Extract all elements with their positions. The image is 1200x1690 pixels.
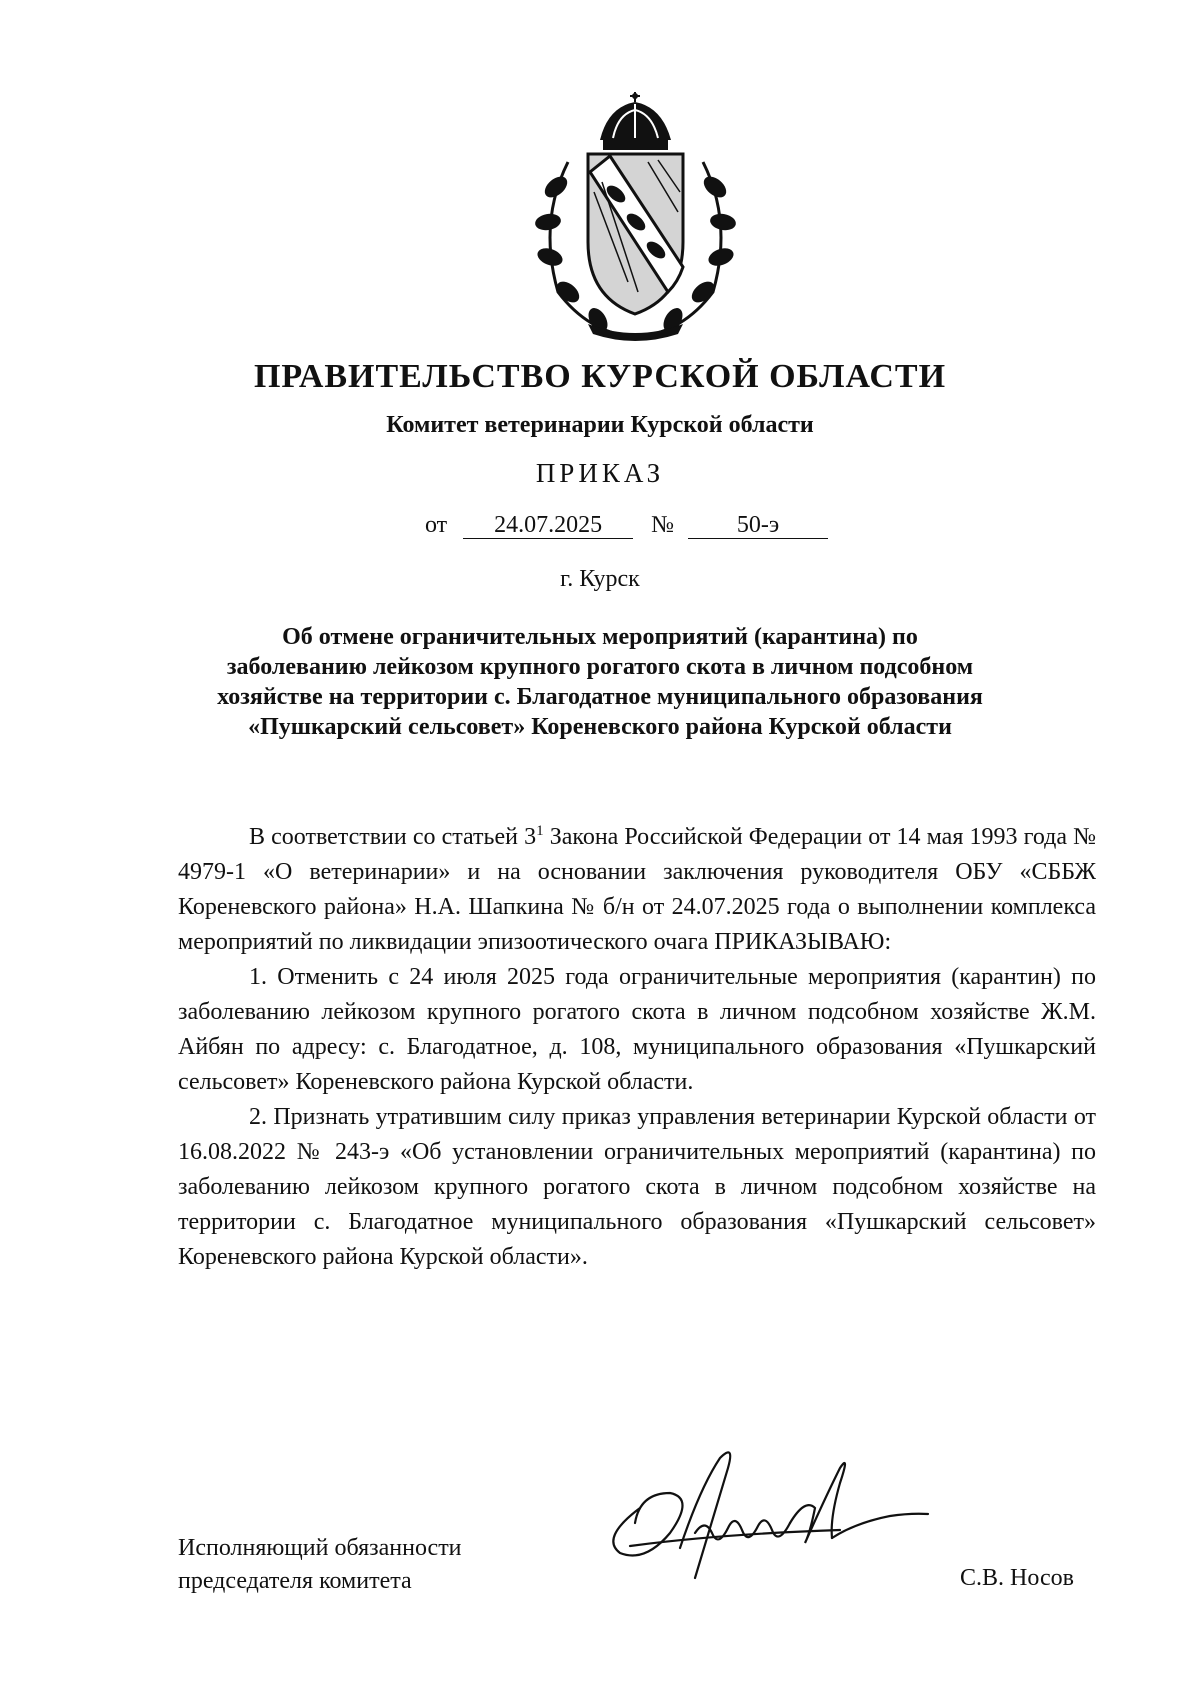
order-date: 24.07.2025 [463,512,633,539]
city: г. Курск [560,566,640,592]
signature-icon [600,1438,930,1588]
signer-position-line: председателя комитета [178,1568,412,1594]
signer-position-line: Исполняющий обязанности [178,1535,462,1561]
title-line: «Пушкарский сельсовет» Кореневского района Курской области [248,714,952,740]
document-type: ПРИКАЗ [535,458,665,488]
title-line: заболеванию лейкозом крупного рогатого скота в личном подсобном [226,654,974,680]
order-item-2: 2. Признать утратившим силу приказ управления ветеринарии Курской области от 16.08.2022 № 243-э «Об установлении ограничительных мероприятий (карантина) по заболеванию лейкозом крупного рогатого скота в личном подсобном хозяйстве на территории с. Благодатное муниципального образования «Пушкарский сельсовет» Кореневского района Курской области». [178,1104,1096,1270]
article-superscript: 1 [536,823,544,839]
signer-position [178,1532,462,1598]
committee-name: Комитет ветеринарии Курской области [386,412,814,438]
coat-of-arms-icon [528,92,743,342]
order-body [178,820,1096,1275]
title-line: хозяйстве на территории с. Благодатное муниципального образования [217,684,983,710]
government-name: ПРАВИТЕЛЬСТВО КУРСКОЙ ОБЛАСТИ [253,358,947,395]
date-prefix: от [425,512,448,538]
title-line: Об отмене ограничительных мероприятий (карантина) по [282,624,918,650]
preamble-text-cont: Закона Российской Федерации от 14 мая 1993 года № 4979-1 «О ветеринарии» и на основании заключения руководителя ОБУ «СББЖ Кореневского района» Н.А. Шапкина № б/н от 24.07.2025 года о выполнении комплекса мероприятий по ликвидации эпизоотического очага ПРИКАЗЫВАЮ: [178,824,1096,955]
order-item-1: 1. Отменить с 24 июля 2025 года ограничительные мероприятия (карантин) по заболеванию лейкозом крупного рогатого скота в личном подсобном хозяйстве Ж.М. Айбян по адресу: с. Благодатное, д. 108, муниципального образования «Пушкарский сельсовет» Кореневского района Курской области. [178,964,1096,1095]
number-sign: № [651,512,675,538]
order-title [0,622,1200,742]
order-number: 50-э [688,512,828,539]
preamble-text: В соответствии со статьей 3 [249,824,537,850]
preamble-paragraph [178,820,1096,960]
date-number-line [425,512,828,539]
signer-name: С.В. Носов [960,1565,1074,1591]
